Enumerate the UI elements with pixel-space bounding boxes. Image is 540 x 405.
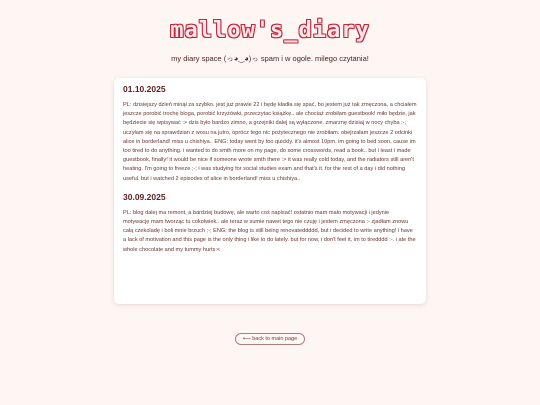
diary-entry: [123, 84, 417, 184]
site-subtitle: my diary space (っ◕‿◕)っ spam i w ogole. milego czytania!: [171, 54, 369, 63]
site-title: mallow's_diary: [170, 18, 370, 43]
entry-text: PL: dzisiejszy dzień minął za szybko. jest już prawie 22 i będę kładła się spać, bo jestem już tak zmęczona, a chciałem jeszcze porobić trochę bloga, porobić krzyżówki, przeczytac książkę.. ale chociaż zrobiłam guestbook! miło będzie, jak będziecie się wpisywać :> dzis było bardzo zimno, a grzejniki dalej są wyłączone. zmarznę dzisiaj w nocy chyba ;-; uczyłam się na sprawdzian z wosu na jutro, oprócz tego nic pożytecznego nie zrobiłam. obejrzałam jeszcze 2 odcinki alice in borderland! miss u chishiya.. ENG: today went by too quickly. it's almost 10pm. im going to bed soon, cause im too tired to do anything. i wanted to do smth more on my page, do some crosswords, read a book.. but i least i made guestbook, finally! it would be nice if someone wrote smth there :> it was really cold today, and the radiators still aren't heating. I'm going to freeze ;-; i was studying for social studies exam and that's it. for the rest of a day i did nothing useful. but i watched 2 episodes of alice in borderland! miss u chishiya..: [123, 102, 417, 182]
diary-entries-card: [114, 78, 426, 304]
entry-text: PL: blog dalej ma remont, a bardziej budowę, ale warto coś napisać! ostatnio mam mało motywacji i jedynie motywację mam tworząc tu cokolwiek.. ale teraz w sumie nawet tego nie czuję i jestem zmęczona :- zjadłam znowu całą czekoladę i boli mnie brzuch ;-; ENG: the blog is still being renovateddddd, but i decided to write anything! i have a lack of motivation and this page is the only thing i like to do lately. but for now, i don't feel it, im to tiredddd :-. i ate the whole chocolate and my tummy hurts:<: [123, 209, 416, 253]
entry-date: 01.10.2025: [123, 84, 166, 94]
diary-entry: [123, 192, 417, 255]
entry-date: 30.09.2025: [123, 191, 166, 202]
back-to-main-page-button[interactable]: ⟵ back to main page: [235, 333, 305, 345]
